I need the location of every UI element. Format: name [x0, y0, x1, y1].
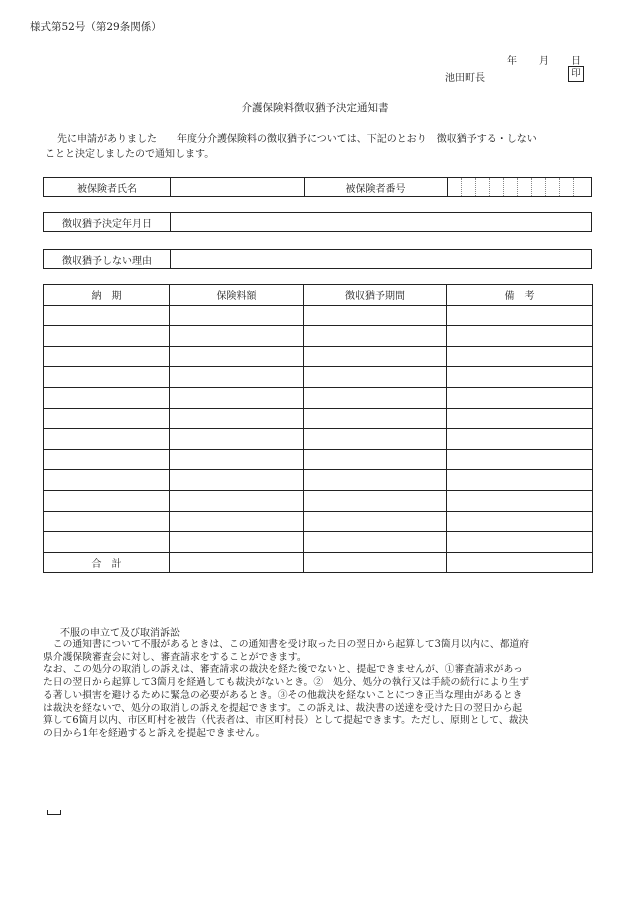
total-premium-amount[interactable]: [170, 552, 304, 573]
remarks-cell[interactable]: [447, 449, 593, 470]
insured-number-field[interactable]: [447, 178, 593, 196]
remarks-cell[interactable]: [447, 408, 593, 429]
header-deferral-period: 徴収猶予期間: [304, 285, 447, 306]
date-month-label: 月: [539, 56, 549, 67]
premium-amount-cell[interactable]: [170, 346, 304, 367]
table-header-row: [44, 285, 593, 306]
premium-amount-cell[interactable]: [170, 449, 304, 470]
deferral-period-cell[interactable]: [304, 408, 447, 429]
table-row: [44, 490, 593, 511]
remarks-cell[interactable]: [447, 429, 593, 450]
notice-line: この通知書について不服があるときは、この通知書を受け取った日の翌日から起算して3箇月以内に、都道府: [43, 639, 530, 650]
due-date-cell[interactable]: [44, 429, 170, 450]
deferral-period-cell[interactable]: [304, 367, 447, 388]
notice-line: の日から1年を経過すると訴えを提起できません。: [43, 727, 266, 739]
premium-amount-cell[interactable]: [170, 429, 304, 450]
due-date-cell[interactable]: [44, 449, 170, 470]
deferral-period-cell[interactable]: [304, 326, 447, 347]
table-row: [44, 511, 593, 532]
notice-body: [43, 639, 603, 741]
intro-line-2: ことと決定しましたので通知します。: [45, 149, 215, 160]
decision-date-row: [43, 212, 592, 232]
fold-mark: [47, 810, 61, 815]
header-remarks: 備 考: [447, 285, 593, 306]
due-date-cell[interactable]: [44, 532, 170, 553]
deferral-period-cell[interactable]: [304, 305, 447, 326]
intro-line-1: 先に申請がありました 年度分介護保険料の徴収猶予については、下記のとおり 徴収猶予する・しない: [57, 134, 537, 145]
remarks-cell[interactable]: [447, 346, 593, 367]
form-number: 様式第52号（第29条関係）: [30, 21, 162, 33]
insured-number-label: 被保険者番号: [345, 183, 406, 195]
table-row: [44, 387, 593, 408]
deferral-period-cell[interactable]: [304, 346, 447, 367]
due-date-cell[interactable]: [44, 490, 170, 511]
intro-paragraph: [45, 132, 605, 162]
date-year-label: 年: [507, 56, 517, 67]
total-remarks[interactable]: [447, 552, 593, 573]
table-row: [44, 429, 593, 450]
table-row: [44, 449, 593, 470]
due-date-cell[interactable]: [44, 305, 170, 326]
total-label: 合 計: [44, 552, 170, 573]
remarks-cell[interactable]: [447, 305, 593, 326]
table-row: [44, 346, 593, 367]
table-row: [44, 367, 593, 388]
due-date-cell[interactable]: [44, 367, 170, 388]
insured-info-row: [43, 177, 592, 197]
notice-line: なお、この処分の取消しの訴えは、審査請求の裁決を経た後でないと、提起できませんが、①審査請求があっ: [43, 664, 523, 676]
due-date-cell[interactable]: [44, 511, 170, 532]
table-row: [44, 305, 593, 326]
deferral-period-cell[interactable]: [304, 532, 447, 553]
deferral-period-cell[interactable]: [304, 511, 447, 532]
insured-name-label: 被保険者氏名: [77, 183, 137, 195]
notice-line: は裁決を経ないで、処分の取消しの訴えを提起できます。この訴えは、裁決書の送達を受けた日の翌日から起: [43, 702, 523, 714]
table-row: [44, 408, 593, 429]
deferral-period-cell[interactable]: [304, 387, 447, 408]
due-date-cell[interactable]: [44, 470, 170, 491]
table-row: [44, 532, 593, 553]
premium-amount-cell[interactable]: [170, 470, 304, 491]
remarks-cell[interactable]: [447, 490, 593, 511]
table-total-row: [44, 552, 593, 573]
due-date-cell[interactable]: [44, 387, 170, 408]
issuer-mayor: 池田町長: [445, 73, 485, 84]
due-date-cell[interactable]: [44, 408, 170, 429]
header-premium-amount: 保険料額: [170, 285, 304, 306]
table-row: [44, 326, 593, 347]
premium-amount-cell[interactable]: [170, 367, 304, 388]
notice-line: る著しい損害を避けるために緊急の必要があるとき。③その他裁決を経ないことにつき正当な理由があるとき: [43, 689, 523, 701]
remarks-cell[interactable]: [447, 326, 593, 347]
remarks-cell[interactable]: [447, 511, 593, 532]
insured-name-field[interactable]: [170, 178, 304, 196]
premium-amount-cell[interactable]: [170, 532, 304, 553]
decision-date-field[interactable]: [170, 213, 593, 231]
notice-line: た日の翌日から起算して3箇月を経過しても裁決がないとき。② 処分、処分の執行又は手続の続行により生ず: [43, 677, 529, 689]
reason-field[interactable]: [170, 250, 593, 268]
premium-amount-cell[interactable]: [170, 326, 304, 347]
notice-title: 不服の申立て及び取消訴訟: [60, 628, 180, 639]
reason-row: [43, 249, 592, 269]
deferral-period-cell[interactable]: [304, 490, 447, 511]
seal-stamp: 印: [568, 66, 584, 82]
decision-date-label: 徴収猶予決定年月日: [62, 218, 152, 230]
document-title: 介護保険料徴収猶予決定通知書: [241, 102, 389, 114]
premium-amount-cell[interactable]: [170, 387, 304, 408]
remarks-cell[interactable]: [447, 470, 593, 491]
payment-schedule-table: [43, 284, 593, 573]
deferral-period-cell[interactable]: [304, 470, 447, 491]
remarks-cell[interactable]: [447, 367, 593, 388]
premium-amount-cell[interactable]: [170, 408, 304, 429]
due-date-cell[interactable]: [44, 346, 170, 367]
deferral-period-cell[interactable]: [304, 429, 447, 450]
total-deferral-period[interactable]: [304, 552, 447, 573]
notice-line: 算して6箇月以内、市区町村を被告（代表者は、市区町村長）として提起できます。ただし、原則として、裁決: [43, 715, 529, 727]
reason-label: 徴収猶予しない理由: [62, 255, 152, 267]
notice-line: 県介護保険審査会に対し、審査請求をすることができます。: [43, 651, 307, 663]
remarks-cell[interactable]: [447, 532, 593, 553]
table-row: [44, 470, 593, 491]
premium-amount-cell[interactable]: [170, 305, 304, 326]
premium-amount-cell[interactable]: [170, 511, 304, 532]
date-day-label: 日: [571, 56, 581, 67]
due-date-cell[interactable]: [44, 326, 170, 347]
remarks-cell[interactable]: [447, 387, 593, 408]
header-due-date: 納 期: [44, 285, 170, 306]
deferral-period-cell[interactable]: [304, 449, 447, 470]
premium-amount-cell[interactable]: [170, 490, 304, 511]
